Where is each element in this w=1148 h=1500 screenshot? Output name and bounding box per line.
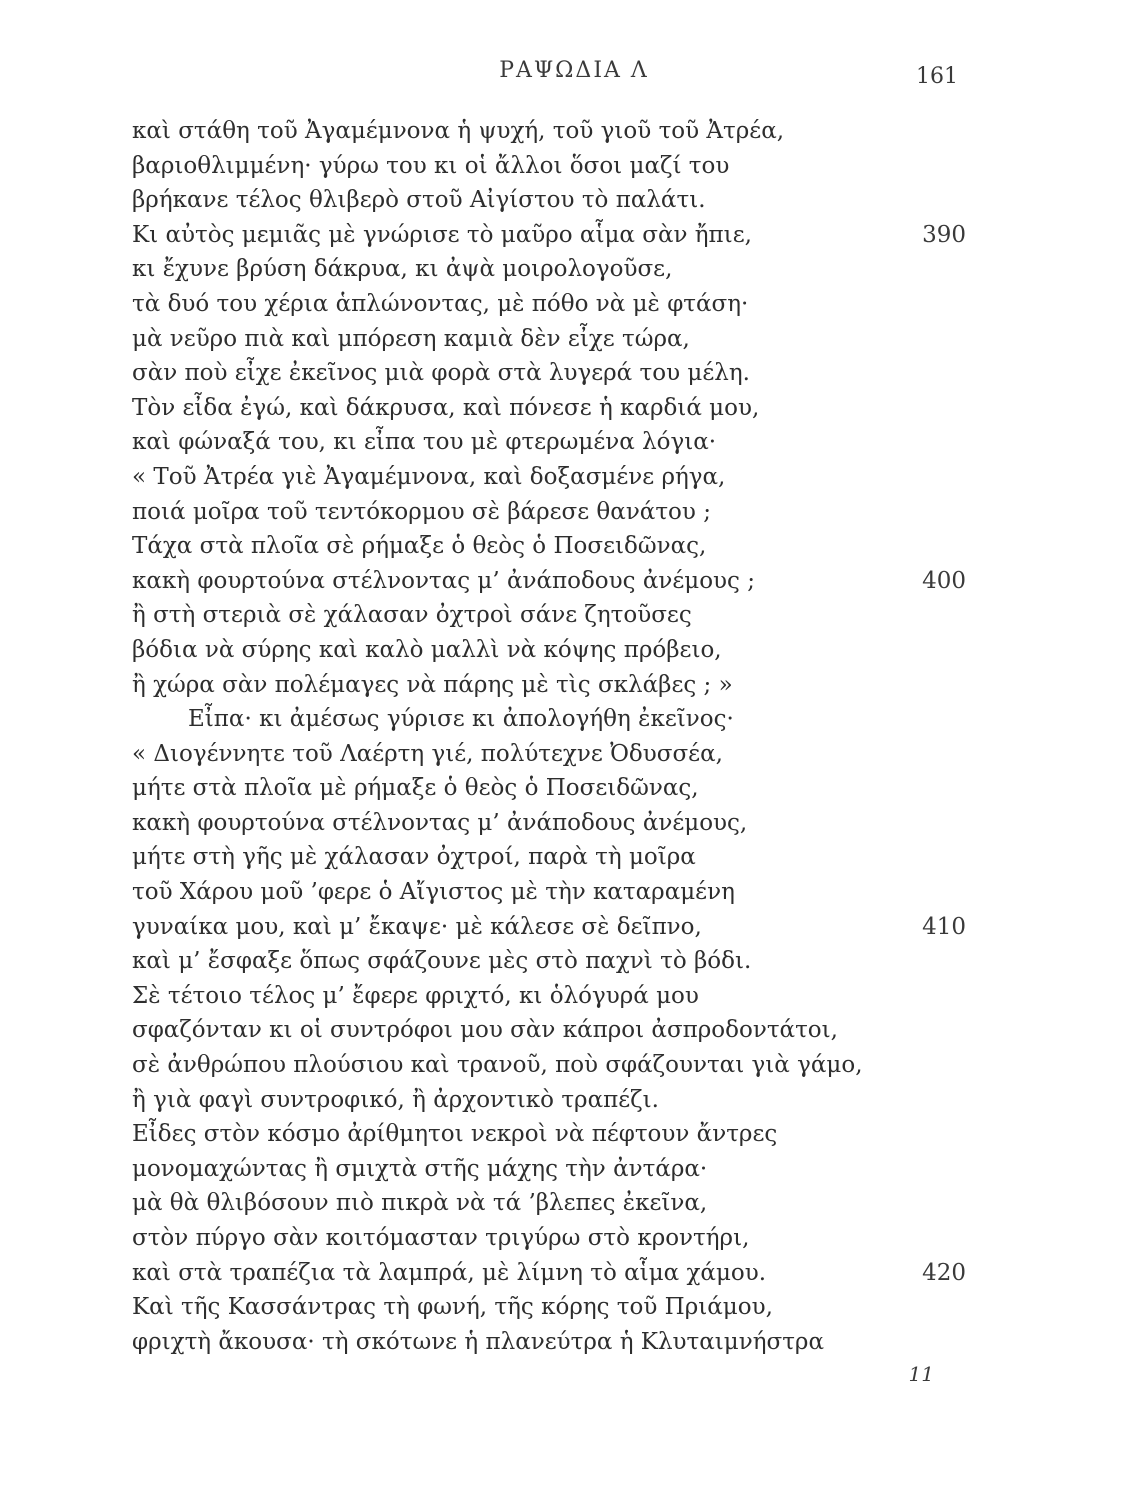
poem-line-text: τὰ δυό του χέρια ἁπλώνοντας, μὲ πόθο νὰ μὲ φτάση·	[132, 290, 749, 317]
poem-line-text: κακὴ φουρτούνα στέλνοντας μ’ ἀνάποδους ἀνέμους,	[132, 809, 748, 836]
poem-line-text: Εἶδες στὸν κόσμο ἀρίθμητοι νεκροὶ νὰ πέφτουν ἄντρες	[132, 1121, 778, 1148]
poem-line-text: Κι αὐτὸς μεμιᾶς μὲ γνώρισε τὸ μαῦρο αἷμα σὰν ἤπιε,	[132, 221, 752, 248]
poem-line-text: βαριοθλιμμένη· γύρω του κι οἱ ἄλλοι ὅσοι μαζί του	[132, 152, 730, 179]
poem-line	[132, 356, 972, 391]
line-number: 390	[922, 221, 966, 248]
page-number: 161	[916, 64, 958, 89]
running-head: ΡΑΨΩΔΙΑ Λ	[499, 58, 649, 83]
poem-line-text: « Διογέννητε τοῦ Λαέρτη γιέ, πολύτεχνε Ὀδυσσέα,	[132, 740, 723, 767]
poem-line-text: « Τοῦ Ἀτρέα γιὲ Ἀγαμέμνονα, καὶ δοξασμένε ρήγα,	[132, 463, 726, 490]
poem-line	[132, 425, 972, 460]
poem-line-text: μὰ θὰ θλιβόσουν πιὸ πικρὰ νὰ τά ’βλεπες ἐκεῖνα,	[132, 1190, 708, 1217]
poem-line-text: Σὲ τέτοιο τέλος μ’ ἔφερε φριχτό, κι ὁλόγυρά μου	[132, 982, 699, 1009]
poem-line-text: σὲ ἀνθρώπου πλούσιου καὶ τρανοῦ, ποὺ σφάζουνται γιὰ γάμο,	[132, 1052, 863, 1079]
line-number: 400	[922, 567, 966, 594]
poem-line	[132, 460, 972, 495]
poem-line-text: ἢ χώρα σὰν πολέμαγες νὰ πάρης μὲ τὶς σκλάβες ; »	[132, 671, 733, 698]
poem-line	[132, 840, 972, 875]
poem-line-text: καὶ στάθη τοῦ Ἀγαμέμνονα ἡ ψυχή, τοῦ γιοῦ τοῦ Ἀτρέα,	[132, 118, 785, 144]
poem-line	[132, 910, 972, 945]
poem-line	[132, 564, 972, 599]
poem-line-text: γυναίκα μου, καὶ μ’ ἔκαψε· μὲ κάλεσε σὲ δεῖπνο,	[132, 913, 702, 940]
poem-line-text: κι ἔχυνε βρύση δάκρυα, κι ἀψὰ μοιρολογοῦσε,	[132, 256, 673, 283]
poem-line-text: Τὸν εἶδα ἐγώ, καὶ δάκρυσα, καὶ πόνεσε ἡ καρδιά μου,	[132, 394, 760, 421]
poem-line-text: καὶ μ’ ἔσφαξε ὅπως σφάζουνε μὲς στὸ παχνὶ τὸ βόδι.	[132, 948, 752, 975]
poem-line	[132, 875, 972, 910]
poem-line	[132, 1117, 972, 1152]
poem-line	[132, 183, 972, 218]
poem-line-text: καὶ στὰ τραπέζια τὰ λαμπρά, μὲ λίμνη τὸ αἷμα χάμου.	[132, 1259, 767, 1286]
poem-line-text: μὰ νεῦρο πιὰ καὶ μπόρεση καμιὰ δὲν εἶχε τώρα,	[132, 325, 690, 352]
poem-line	[132, 771, 972, 806]
poem-line	[132, 287, 972, 322]
poem-line	[132, 1256, 972, 1291]
poem-line	[132, 322, 972, 357]
poem-line-text: βόδια νὰ σύρης καὶ καλὸ μαλλὶ νὰ κόψης πρόβειο,	[132, 636, 722, 663]
poem-line-text: τοῦ Χάρου μοῦ ’φερε ὁ Αἴγιστος μὲ τὴν καταραμένη	[132, 879, 735, 906]
poem-line	[132, 702, 972, 737]
poem-line-text: καὶ φώναξά του, κι εἶπα του μὲ φτερωμένα λόγια·	[132, 429, 717, 456]
poem-line-text: Καὶ τῆς Κασσάντρας τὴ φωνή, τῆς κόρης τοῦ Πριάμου,	[132, 1294, 773, 1321]
poem-line	[132, 218, 972, 253]
poem-line	[132, 633, 972, 668]
poem-line	[132, 598, 972, 633]
poem-line	[132, 252, 972, 287]
poem-line-text: ἢ γιὰ φαγὶ συντροφικό, ἢ ἀρχοντικὸ τραπέζι.	[132, 1086, 659, 1113]
poem-line	[132, 1048, 972, 1083]
line-number: 410	[922, 913, 966, 940]
poem-line	[132, 391, 972, 426]
poem-line	[132, 1152, 972, 1187]
poem-line-text: ἢ στὴ στεριὰ σὲ χάλασαν ὀχτροὶ σάνε ζητοῦσες	[132, 602, 692, 629]
poem-line	[132, 1290, 972, 1325]
poem-line	[132, 1325, 972, 1360]
poem-line-text: βρήκανε τέλος θλιβερὸ στοῦ Αἰγίστου τὸ παλάτι.	[132, 187, 706, 214]
poem-line-text: φριχτὴ ἄκουσα· τὴ σκότωνε ἡ πλανεύτρα ἡ Κλυταιμνήστρα	[132, 1328, 824, 1355]
poem-line-text: σὰν ποὺ εἶχε ἐκεῖνος μιὰ φορὰ στὰ λυγερά του μέλη.	[132, 360, 750, 387]
poem-line-text: μονομαχώντας ἢ σμιχτὰ στῆς μάχης τὴν ἀντάρα·	[132, 1155, 708, 1182]
poem-line-text: μήτε στὴ γῆς μὲ χάλασαν ὀχτροί, παρὰ τὴ μοῖρα	[132, 844, 696, 871]
poem-line-text: μήτε στὰ πλοῖα μὲ ρήμαξε ὁ θεὸς ὁ Ποσειδῶνας,	[132, 775, 699, 802]
poem-text	[132, 114, 972, 1359]
poem-line	[132, 1083, 972, 1118]
poem-line-text: Εἶπα· κι ἀμέσως γύρισε κι ἀπολογήθη ἐκεῖνος·	[188, 706, 734, 733]
poem-line	[132, 495, 972, 530]
poem-line	[132, 529, 972, 564]
poem-line	[132, 737, 972, 772]
poem-line	[132, 668, 972, 703]
poem-line-text: ποιά μοῖρα τοῦ τεντόκορμου σὲ βάρεσε θανάτου ;	[132, 498, 711, 525]
poem-line	[132, 806, 972, 841]
poem-line-text: κακὴ φουρτούνα στέλνοντας μ’ ἀνάποδους ἀνέμους ;	[132, 567, 755, 594]
signature-mark: 11	[908, 1362, 934, 1386]
poem-line	[132, 149, 972, 184]
poem-line	[132, 944, 972, 979]
poem-line	[132, 979, 972, 1014]
poem-line-text: στὸν πύργο σὰν κοιτόμασταν τριγύρω στὸ κροντήρι,	[132, 1225, 750, 1251]
poem-line-text: Τάχα στὰ πλοῖα σὲ ρήμαξε ὁ θεὸς ὁ Ποσειδῶνας,	[132, 533, 707, 560]
poem-line-text: σφαζόνταν κι οἱ συντρόφοι μου σὰν κάπροι ἀσπροδοντάτοι,	[132, 1017, 838, 1044]
poem-line	[132, 1221, 972, 1256]
poem-line	[132, 1013, 972, 1048]
poem-line	[132, 1186, 972, 1221]
line-number: 420	[922, 1259, 966, 1286]
poem-line	[132, 114, 972, 149]
